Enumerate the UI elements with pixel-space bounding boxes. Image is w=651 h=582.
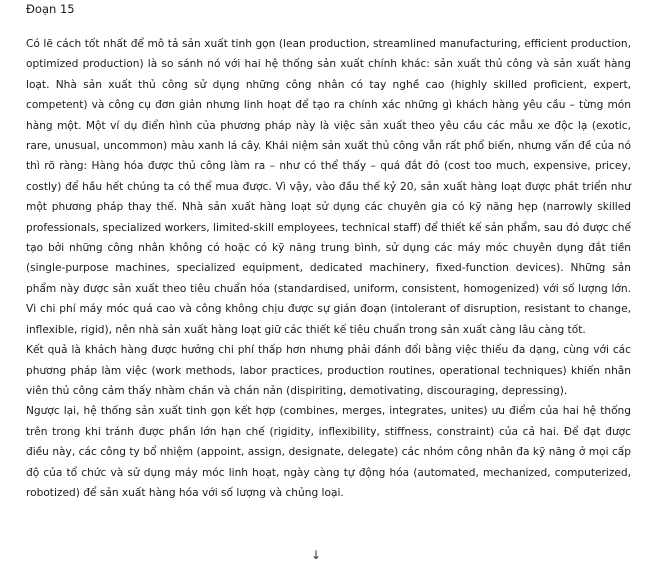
paragraph-2: Kết quả là khách hàng được hưởng chi phí thấp hơn nhưng phải đánh đổi bằng việc thiếu đa dạng, cùng với các phương pháp làm việc (work methods, labor practices, production routines, operational techniques) khiến nhân viên thủ công cảm thấy nhàm chán và chán nản (dispiriting, demotivating, discouraging, depressing). xyxy=(26,344,631,397)
page-title: Đoạn 15 xyxy=(26,2,75,16)
paragraph-3: Ngược lại, hệ thống sản xuất tinh gọn kết hợp (combines, merges, integrates, unites) ưu điểm của hai hệ thống trên trong khi tránh được phần lớn hạn chế (rigidity, inflexibility, stiffness, constraint) của cả hai. Để đạt được điều này, các công ty bổ nhiệm (appoint, assign, designate, delegate) các nhóm công nhân đa kỹ năng ở mọi cấp độ của tổ chức và sử dụng máy móc linh hoạt, ngày càng tự động hóa (automated, mechanized, computerized, robotized) để sản xuất hàng hóa với số lượng và chủng loại. xyxy=(26,405,631,499)
document-body xyxy=(26,34,631,503)
paragraph-1: Có lẽ cách tốt nhất để mô tả sản xuất tinh gọn (lean production, streamlined manufacturing, efficient production, optimized production) là so sánh nó với hai hệ thống sản xuất chính khác: sản xuất thủ công và sản xuất hàng loạt. Nhà sản xuất thủ công sử dụng những công nhân có tay nghề cao (highly skilled proficient, expert, competent) và công cụ đơn giản nhưng linh hoạt để tạo ra chính xác những gì khách hàng yêu cầu – từng món hàng một. Một ví dụ điển hình của phương pháp này là việc sản xuất theo yêu cầu các mẫu xe độc lạ (exotic, rare, unusual, uncommon) màu xanh lá cây. Khái niệm sản xuất thủ công vẫn rất phổ biến, nhưng vấn đề của nó thì rõ ràng: Hàng hóa được thủ công làm ra – như có thể thấy – quá đắt đỏ (cost too much, expensive, pricey, costly) để hầu hết chúng ta có thể mua được. Vì vậy, vào đầu thế kỷ 20, sản xuất hàng loạt được phát triển như một phương pháp thay thế. Nhà sản xuất hàng loạt sử dụng các chuyên gia có kỹ năng hẹp (narrowly skilled professionals, specialized workers, limited-skill employees, technical staff) để thiết kế sản phẩm, sau đó được chế tạo bởi những công nhân không có hoặc có kỹ năng trung bình, sử dụng các máy móc chuyên dụng đắt tiền (single-purpose machines, specialized equipment, dedicated machinery, fixed-function devices). Những sản phẩm này được sản xuất theo tiêu chuẩn hóa (standardised, uniform, consistent, homogenized) với số lượng lớn. Vì chi phí máy móc quá cao và công không chịu được sự gián đoạn (intolerant of disruption, resistant to change, inflexible, rigid), nên nhà sản xuất hàng loạt giữ các thiết kế tiêu chuẩn trong sản xuất càng lâu càng tốt. xyxy=(26,38,631,336)
mouse-cursor-icon: ↓ xyxy=(311,548,322,562)
